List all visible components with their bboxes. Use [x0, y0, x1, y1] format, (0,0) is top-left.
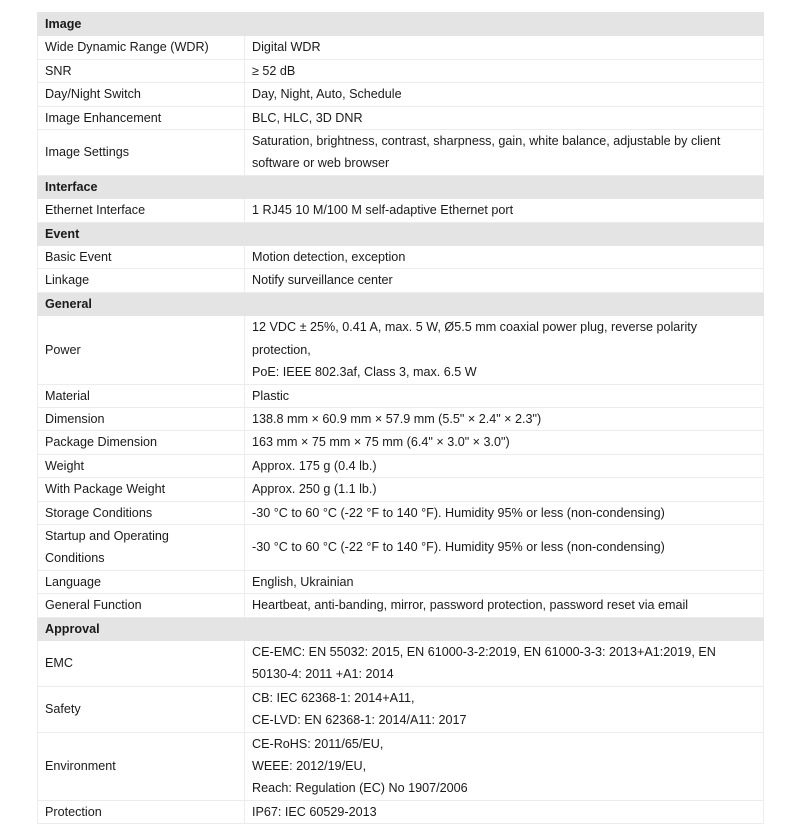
spec-row [38, 59, 764, 82]
spec-value-line: CB: IEC 62368-1: 2014+A11, [252, 690, 415, 705]
section-header-general [38, 292, 764, 315]
spec-value [245, 407, 764, 430]
spec-label: Material [38, 384, 245, 407]
spec-value [245, 431, 764, 454]
spec-value-line: 1 RJ45 10 M/100 M self-adaptive Ethernet port [252, 203, 514, 218]
spec-row [38, 316, 764, 384]
spec-row [38, 130, 764, 176]
spec-row [38, 83, 764, 106]
spec-row [38, 524, 764, 570]
spec-value [245, 316, 764, 384]
spec-value [245, 478, 764, 501]
section-header-image [38, 13, 764, 36]
spec-row [38, 454, 764, 477]
spec-label: Weight [38, 454, 245, 477]
section-title: Interface [38, 175, 764, 198]
spec-row [38, 106, 764, 129]
spec-table-body [38, 13, 764, 824]
spec-value [245, 199, 764, 222]
spec-label: Wide Dynamic Range (WDR) [38, 36, 245, 59]
spec-value-line: Day, Night, Auto, Schedule [252, 87, 402, 102]
spec-value-line: 12 VDC ± 25%, 0.41 A, max. 5 W, Ø5.5 mm coaxial power plug, reverse polarity [252, 320, 698, 335]
spec-value [245, 640, 764, 686]
spec-row [38, 686, 764, 732]
spec-label-line: Startup and Operating [45, 528, 169, 543]
spec-label: Image Enhancement [38, 106, 245, 129]
spec-label: Day/Night Switch [38, 83, 245, 106]
section-title: Approval [38, 617, 764, 640]
spec-value-line: Saturation, brightness, contrast, sharpness, gain, white balance, adjustable by client [252, 134, 721, 149]
spec-value [245, 106, 764, 129]
spec-value-line: CE-EMC: EN 55032: 2015, EN 61000-3-2:2019, EN 61000-3-3: 2013+A1:2019, EN [252, 644, 716, 659]
spec-value-line: BLC, HLC, 3D DNR [252, 110, 363, 125]
spec-value [245, 454, 764, 477]
spec-value-line: -30 °C to 60 °C (-22 °F to 140 °F). Humidity 95% or less (non-condensing) [252, 505, 665, 520]
spec-value-line: Reach: Regulation (EC) No 1907/2006 [252, 781, 468, 796]
spec-value-line: -30 °C to 60 °C (-22 °F to 140 °F). Humidity 95% or less (non-condensing) [252, 540, 665, 555]
spec-label: Environment [38, 732, 245, 800]
spec-row [38, 269, 764, 292]
spec-label [38, 524, 245, 570]
spec-value-line: Notify surveillance center [252, 273, 393, 288]
spec-label: Basic Event [38, 246, 245, 269]
spec-value [245, 800, 764, 823]
spec-value-line: Approx. 250 g (1.1 lb.) [252, 482, 377, 497]
spec-value-line: English, Ukrainian [252, 574, 354, 589]
section-header-interface [38, 175, 764, 198]
spec-value [245, 570, 764, 593]
spec-row [38, 478, 764, 501]
spec-row [38, 407, 764, 430]
spec-label: Protection [38, 800, 245, 823]
spec-label: Image Settings [38, 130, 245, 176]
spec-row [38, 732, 764, 800]
spec-value [245, 59, 764, 82]
spec-value-line: software or web browser [252, 156, 390, 171]
spec-label: Language [38, 570, 245, 593]
section-title: General [38, 292, 764, 315]
spec-table [37, 12, 764, 824]
spec-label: General Function [38, 594, 245, 617]
section-header-approval [38, 617, 764, 640]
spec-value-line: Approx. 175 g (0.4 lb.) [252, 458, 377, 473]
spec-row [38, 431, 764, 454]
spec-value [245, 83, 764, 106]
spec-value [245, 269, 764, 292]
spec-row [38, 246, 764, 269]
spec-row [38, 501, 764, 524]
spec-value-line: Digital WDR [252, 40, 321, 55]
spec-value-line: Heartbeat, anti-banding, mirror, password protection, password reset via email [252, 598, 689, 613]
spec-row [38, 36, 764, 59]
spec-value-line: 163 mm × 75 mm × 75 mm (6.4" × 3.0" × 3.0") [252, 435, 510, 450]
spec-label-line: Conditions [45, 551, 105, 566]
spec-value [245, 501, 764, 524]
spec-label: With Package Weight [38, 478, 245, 501]
spec-row [38, 594, 764, 617]
spec-row [38, 640, 764, 686]
spec-value [245, 524, 764, 570]
spec-row [38, 199, 764, 222]
spec-value-line: 138.8 mm × 60.9 mm × 57.9 mm (5.5" × 2.4" × 2.3") [252, 411, 542, 426]
spec-label: Ethernet Interface [38, 199, 245, 222]
spec-value [245, 686, 764, 732]
spec-value [245, 36, 764, 59]
spec-value-line: CE-LVD: EN 62368-1: 2014/A11: 2017 [252, 713, 467, 728]
spec-row [38, 384, 764, 407]
spec-row [38, 570, 764, 593]
spec-value [245, 732, 764, 800]
spec-label: SNR [38, 59, 245, 82]
spec-label: Power [38, 316, 245, 384]
spec-label: Linkage [38, 269, 245, 292]
section-header-event [38, 222, 764, 245]
spec-value-line: ≥ 52 dB [252, 63, 296, 78]
spec-value-line: WEEE: 2012/19/EU, [252, 759, 367, 773]
spec-value [245, 384, 764, 407]
spec-value-line: 50130-4: 2011 +A1: 2014 [252, 667, 394, 682]
spec-label: Package Dimension [38, 431, 245, 454]
spec-value [245, 130, 764, 176]
spec-row [38, 800, 764, 823]
spec-label: Safety [38, 686, 245, 732]
spec-label: Dimension [38, 407, 245, 430]
section-title: Image [38, 13, 764, 36]
spec-value-line: Motion detection, exception [252, 250, 406, 265]
spec-value-line: PoE: IEEE 802.3af, Class 3, max. 6.5 W [252, 365, 477, 380]
spec-value [245, 594, 764, 617]
section-title: Event [38, 222, 764, 245]
spec-label: EMC [38, 640, 245, 686]
spec-value [245, 246, 764, 269]
spec-value-line: IP67: IEC 60529-2013 [252, 804, 377, 819]
spec-value-line: protection, [252, 342, 311, 357]
spec-label: Storage Conditions [38, 501, 245, 524]
spec-value-line: Plastic [252, 388, 290, 403]
spec-value-line: CE-RoHS: 2011/65/EU, [252, 736, 384, 751]
